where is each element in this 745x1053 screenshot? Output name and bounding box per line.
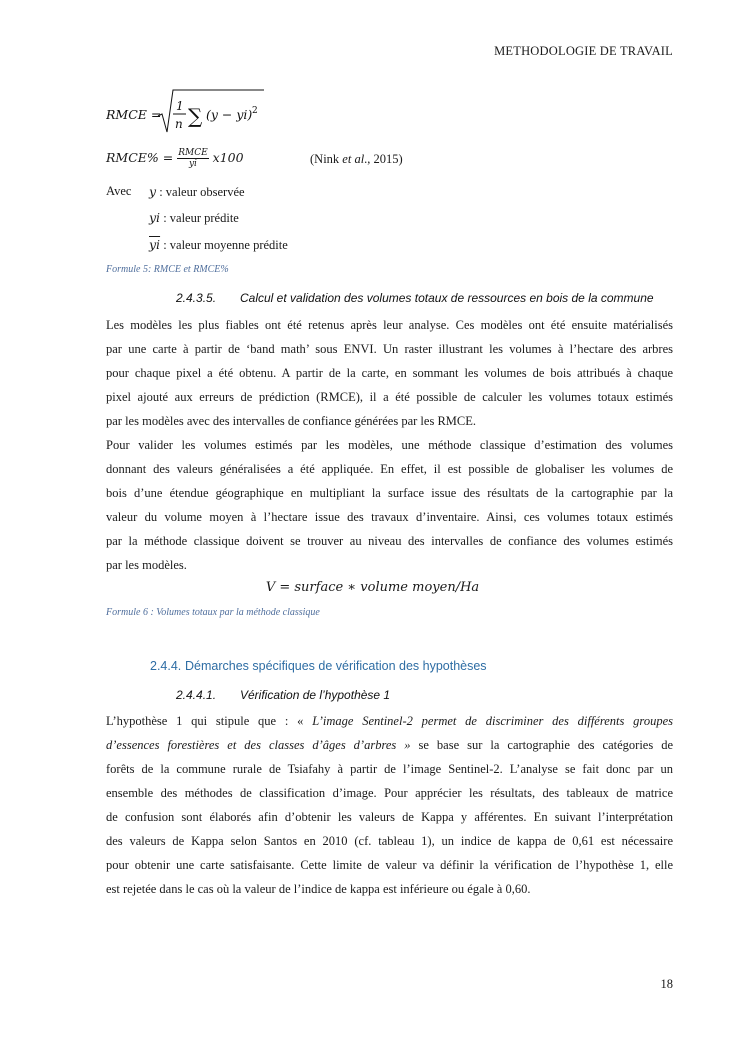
rmce-formula-svg bbox=[106, 88, 266, 138]
citation-pre: (Nink bbox=[310, 152, 343, 166]
formula6-caption: Formule 6 : Volumes totaux par la méthode classique bbox=[106, 607, 320, 618]
p3-line-2 bbox=[106, 733, 673, 757]
rmce-pct-frac-den: yi bbox=[188, 159, 197, 169]
p2-line: par les modèles. bbox=[106, 558, 187, 572]
summation-sign: ∑ bbox=[188, 104, 203, 128]
page-number: 18 bbox=[660, 977, 673, 991]
paragraph-2441 bbox=[106, 709, 673, 901]
rmce-pct-rhs: x100 bbox=[212, 150, 244, 165]
running-header: METHODOLOGIE DE TRAVAIL bbox=[494, 44, 673, 58]
rmce-lhs: RMCE = bbox=[106, 107, 162, 122]
section-2441-number: 2.4.4.1. bbox=[176, 688, 217, 702]
p3-line: de confusion sont élaborés afin d’obtenir les valeurs de Kappa y afférentes. En suivant l’interprétation bbox=[106, 810, 673, 824]
p3-line: pour obtenir une carte satisfaisante. Cette limite de valeur va définir la vérification de l’hypothèse 1, elle bbox=[106, 858, 673, 872]
rmce-pct-lhs: RMCE% = bbox=[106, 150, 174, 165]
paragraph-2435-1 bbox=[106, 313, 673, 433]
p1-line: pixel ajouté aux erreurs de prédiction (RMCE), il a été possible de calculer les volumes totaux estimés bbox=[106, 390, 673, 404]
rmce-body: (y − yi) bbox=[206, 107, 253, 122]
p2-line: Pour valider les volumes estimés par les modèles, une méthode classique d’estimation des volumes bbox=[106, 438, 673, 452]
citation bbox=[310, 152, 403, 167]
def-y bbox=[149, 184, 245, 200]
p3-line: des valeurs de Kappa selon Santos en 2010 (cf. tableau 1), un indice de kappa de 0,61 est nécessaire bbox=[106, 834, 673, 848]
p1-line: par les modèles avec des intervalles de confiance générées par les RMCE. bbox=[106, 414, 476, 428]
p3-line-1-quote: L’image Sentinel-2 permet de discriminer des différents groupes bbox=[312, 714, 673, 728]
p1-line: par une carte à partir de ‘band math’ sous ENVI. Un raster illustrant les volumes à l’hectare des arbres bbox=[106, 342, 673, 356]
rmce-frac-den: n bbox=[175, 117, 183, 131]
paragraph-2435-2 bbox=[106, 433, 673, 577]
p3-line-2-quote: d’essences forestières et des classes d’âges d’arbres » bbox=[106, 738, 411, 752]
var-ybar: $\overline{yi}$ bbox=[149, 237, 161, 252]
def-yi-text: : valeur prédite bbox=[160, 211, 239, 225]
rmce-frac-num: 1 bbox=[176, 99, 184, 113]
p2-line: donnant des valeurs généralisées a été appliquée. En effet, il est possible de globaliser les volumes de bbox=[106, 462, 673, 476]
rmce-pct-formula bbox=[106, 148, 244, 169]
formula5-caption: Formule 5: RMCE et RMCE% bbox=[106, 264, 229, 275]
formula6: V = surface ∗ volume moyen/Ha bbox=[265, 580, 480, 595]
p2-line: bois d’une étendue géographique en multipliant la surface issue des résultats de la cartographie par la bbox=[106, 486, 673, 500]
p3-line-1 bbox=[106, 709, 673, 733]
p3-line-1-pre: L’hypothèse 1 qui stipule que : « bbox=[106, 714, 313, 728]
def-yi bbox=[149, 210, 239, 226]
p3-line: est rejetée dans le cas où la valeur de l’indice de kappa est inférieure ou égale à 0,60. bbox=[106, 882, 531, 896]
p3-line: ensemble des méthodes de classification d’image. Pour apprécier les résultats, des tableaux de matrice bbox=[106, 786, 673, 800]
section-244-title: Démarches spécifiques de vérification des hypothèses bbox=[185, 659, 487, 673]
def-ybar-text: : valeur moyenne prédite bbox=[160, 238, 288, 252]
p3-line-2-post: se base sur la cartographie des catégories de bbox=[410, 738, 674, 752]
section-2435-number: 2.4.3.5. bbox=[176, 291, 217, 305]
var-yi: yi bbox=[149, 210, 161, 225]
p1-line: Les modèles les plus fiables ont été retenus après leur analyse. Ces modèles ont été ensuite matérialisés bbox=[106, 318, 673, 332]
p2-line: valeur du volume moyen à l’hectare issue des travaux d’inventaire. Ainsi, ces volumes totaux estimés bbox=[106, 510, 673, 524]
def-y-text: : valeur observée bbox=[156, 185, 245, 199]
avec-label: Avec bbox=[106, 184, 132, 198]
section-244-number: 2.4.4. bbox=[150, 659, 182, 673]
section-2435-title: Calcul et validation des volumes totaux de ressources en bois de la commune bbox=[240, 291, 654, 305]
p3-line: forêts de la commune rurale de Tsiafahy à partir de l’image Sentinel-2. L’analyse se fait donc par un bbox=[106, 762, 673, 776]
p1-line: pour chaque pixel a été obtenu. A partir de la carte, en sommant les volumes de bois attribués à chaque bbox=[106, 366, 673, 380]
p2-line: par la méthode classique doivent se trouver au niveau des intervalles de confiance des volumes estimés bbox=[106, 534, 673, 548]
rmce-pct-fraction bbox=[177, 148, 208, 169]
section-2441-title: Vérification de l’hypothèse 1 bbox=[240, 688, 391, 702]
citation-etal: et al bbox=[342, 152, 365, 166]
var-y: y bbox=[149, 184, 157, 199]
def-ybar bbox=[149, 237, 288, 253]
rmce-exponent: 2 bbox=[252, 106, 258, 116]
citation-post: ., 2015) bbox=[364, 152, 403, 166]
rmce-pct-frac-num: RMCE bbox=[178, 148, 208, 158]
